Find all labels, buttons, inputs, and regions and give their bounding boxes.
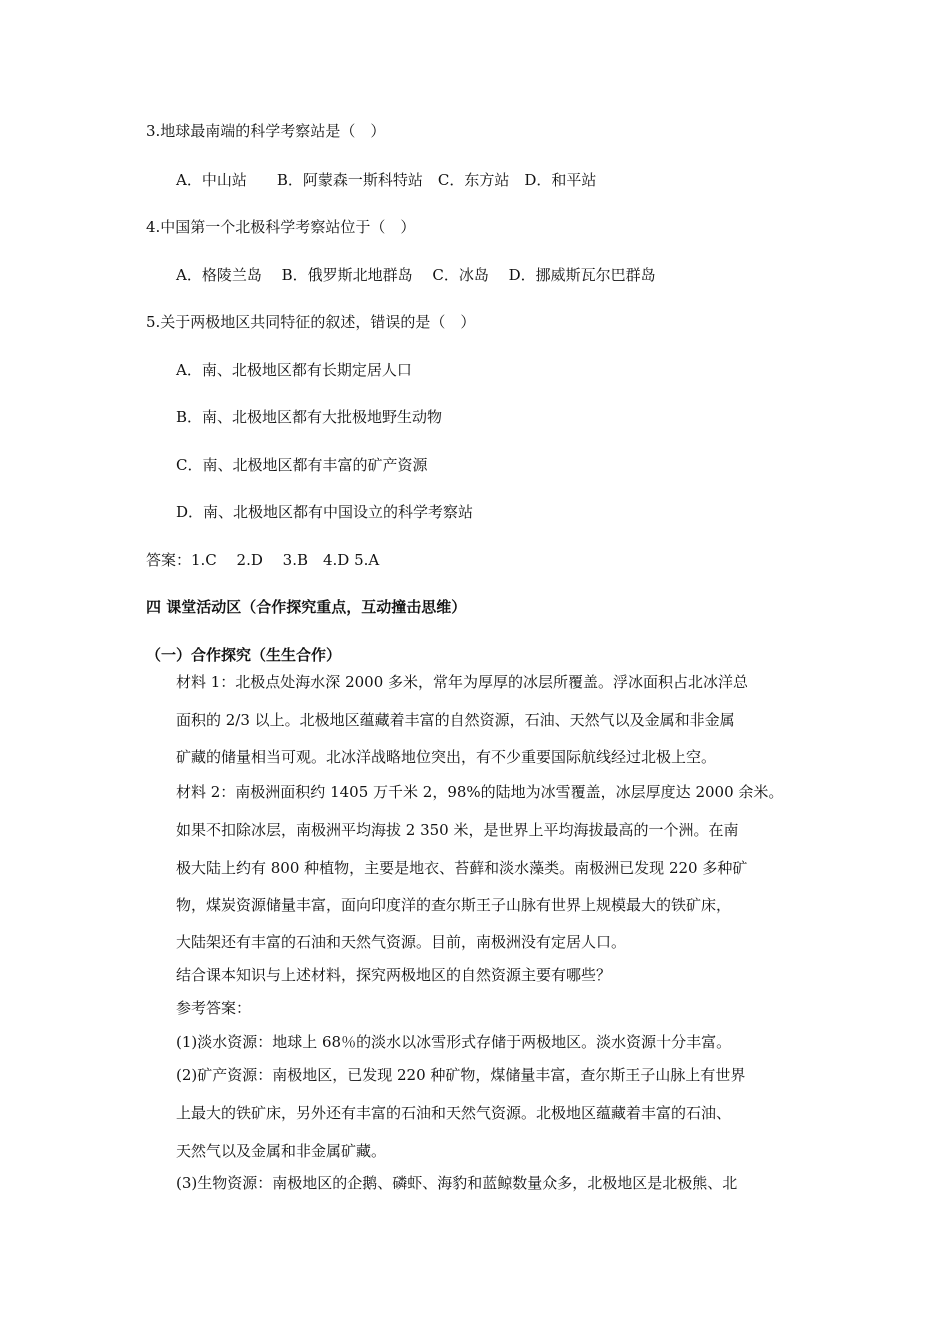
material-2-line: 大陆架还有丰富的石油和天然气资源。目前，南极洲没有定居人口。 xyxy=(176,933,627,951)
question-3-options: A．中山站 B．阿蒙森一斯科特站 C．东方站 D．和平站 xyxy=(176,171,597,189)
question-4-options: A．格陵兰岛 B．俄罗斯北地群岛 C．冰岛 D．挪威斯瓦尔巴群岛 xyxy=(176,266,656,284)
reference-answer-line: 上最大的铁矿床，另外还有丰富的石油和天然气资源。北极地区蕴藏着丰富的石油、 xyxy=(176,1104,732,1122)
reference-answer-line: (1)淡水资源：地球上 68％的淡水以冰雪形式存储于两极地区。淡水资源十分丰富。 xyxy=(176,1033,732,1051)
exploration-prompt: 结合课本知识与上述材料，探究两极地区的自然资源主要有哪些？ xyxy=(176,966,612,984)
reference-answer-label: 参考答案： xyxy=(176,999,252,1017)
material-1-line: 面积的 2/3 以上。北极地区蕴藏着丰富的自然资源，石油、天然气以及金属和非金属 xyxy=(176,711,735,729)
question-3-stem: 3.地球最南端的科学考察站是（ ） xyxy=(146,122,386,140)
material-1-line: 材料 1：北极点处海水深 2000 多米，常年为厚厚的冰层所覆盖。浮冰面积占北冰洋总 xyxy=(176,673,749,691)
material-2-line: 物，煤炭资源储量丰富，面向印度洋的查尔斯王子山脉有世界上规模最大的铁矿床， xyxy=(176,896,732,914)
material-2-line: 材料 2：南极洲面积约 1405 万千米 2，98%的陆地为冰雪覆盖，冰层厚度达 2000 余米。 xyxy=(176,783,784,801)
question-5-stem: 5.关于两极地区共同特征的叙述，错误的是（ ） xyxy=(146,313,476,331)
section-title: 四 课堂活动区（合作探究重点，互动撞击思维） xyxy=(146,598,467,616)
reference-answer-line: (2)矿产资源：南极地区，已发现 220 种矿物，煤储量丰富，查尔斯王子山脉上有世界 xyxy=(176,1066,746,1084)
question-5-option-c: C．南、北极地区都有丰富的矿产资源 xyxy=(176,456,428,474)
question-4-stem: 4.中国第一个北极科学考察站位于（ ） xyxy=(146,218,416,236)
reference-answer-line: 天然气以及金属和非金属矿藏。 xyxy=(176,1142,387,1160)
question-5-option-b: B．南、北极地区都有大批极地野生动物 xyxy=(176,408,443,426)
answer-key: 答案：1.C 2.D 3.B 4.D 5.A xyxy=(146,551,380,569)
question-5-option-a: A．南、北极地区都有长期定居人口 xyxy=(176,361,412,379)
material-2-line: 如果不扣除冰层，南极洲平均海拔 2 350 米，是世界上平均海拔最高的一个洲。在南 xyxy=(176,821,739,839)
reference-answer-line: (3)生物资源：南极地区的企鹅、磷虾、海豹和蓝鲸数量众多，北极地区是北极熊、北 xyxy=(176,1174,738,1192)
material-1-line: 矿藏的储量相当可观。北冰洋战略地位突出，有不少重要国际航线经过北极上空。 xyxy=(176,748,717,766)
material-2-line: 极大陆上约有 800 种植物，主要是地衣、苔藓和淡水藻类。南极洲已发现 220 多种矿 xyxy=(176,859,748,877)
subsection-title: （一）合作探究（生生合作） xyxy=(146,646,342,664)
question-5-option-d: D．南、北极地区都有中国设立的科学考察站 xyxy=(176,503,474,521)
